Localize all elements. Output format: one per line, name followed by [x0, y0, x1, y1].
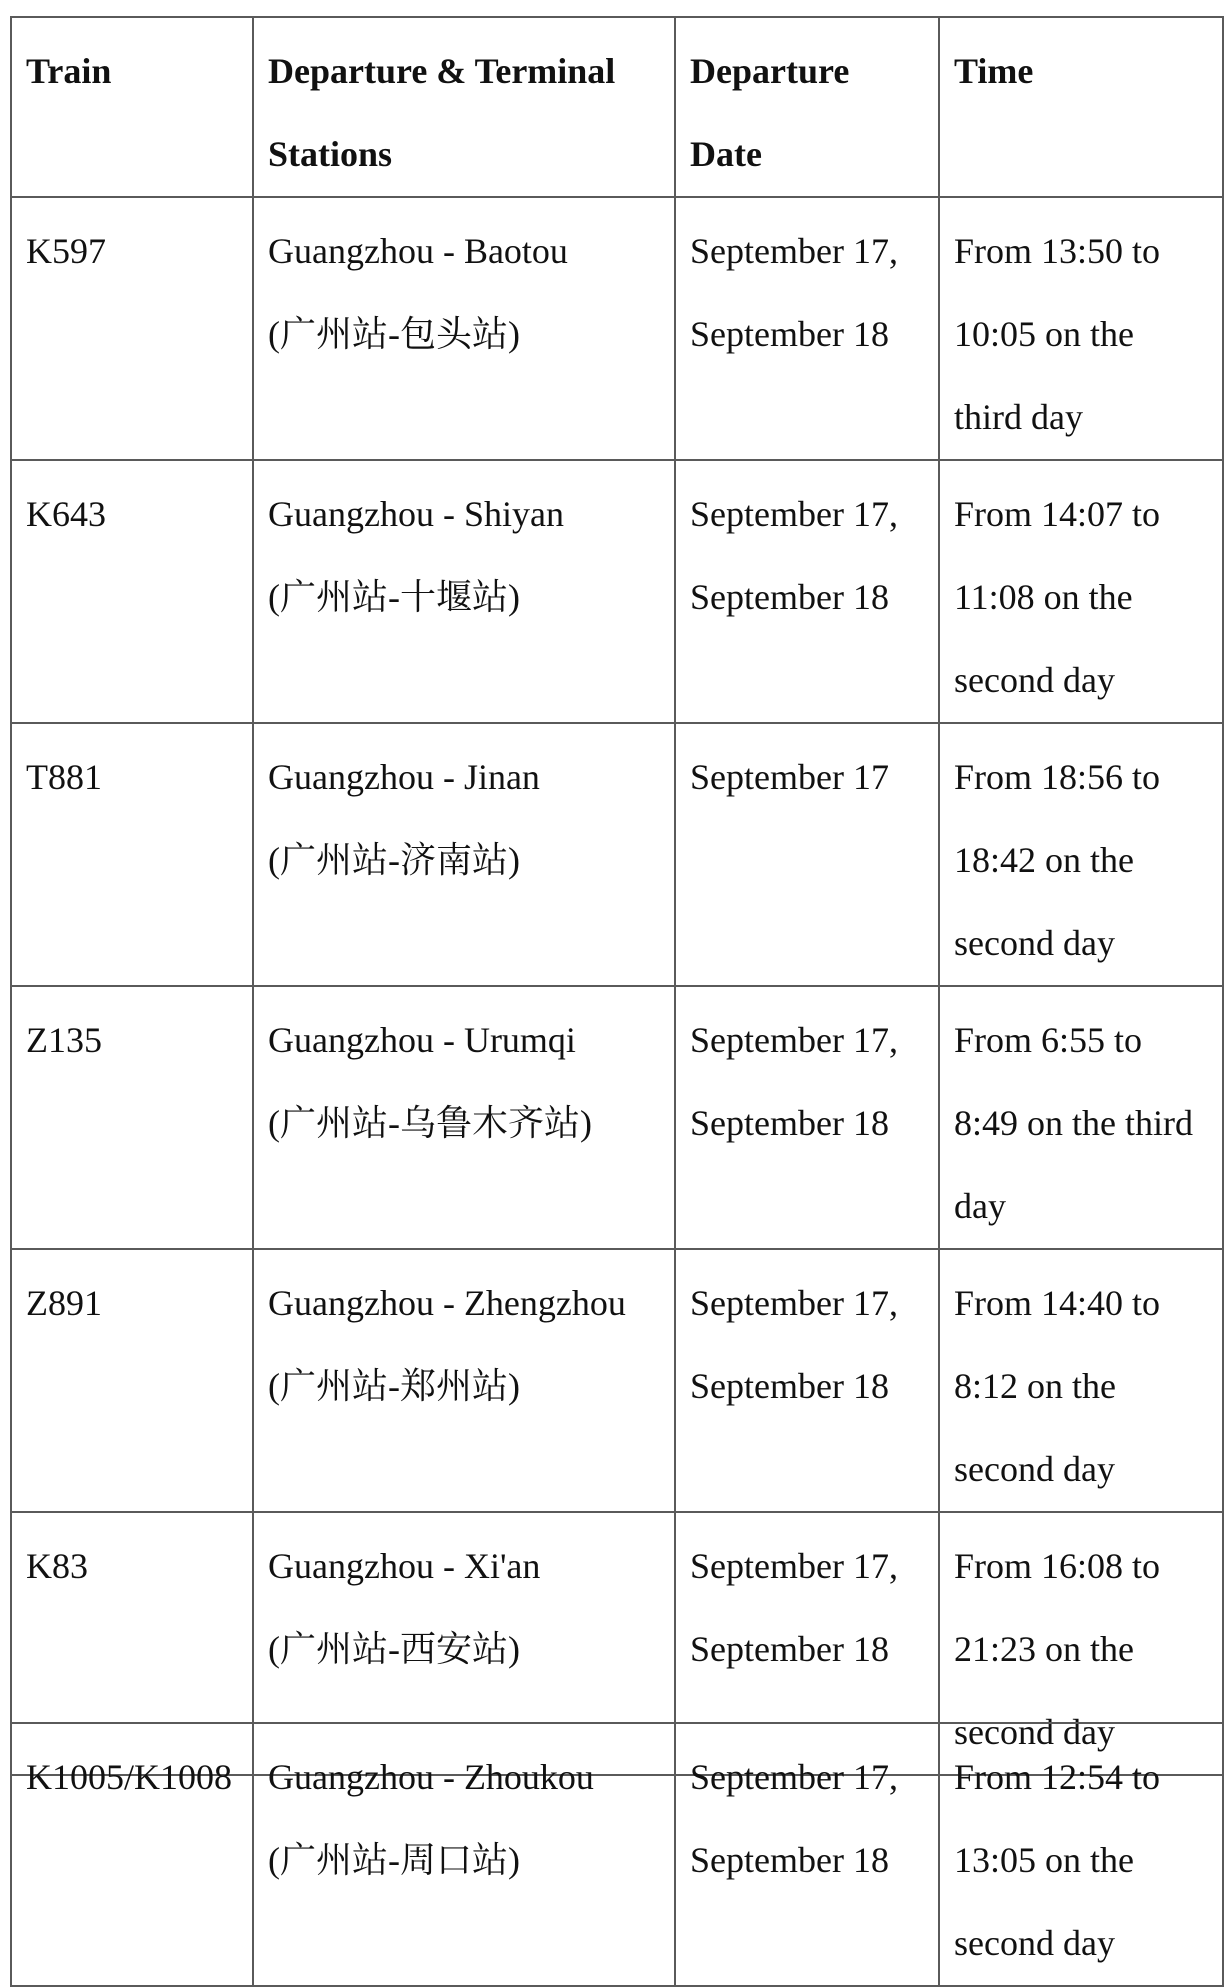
- cell-train: Z135: [11, 986, 253, 1249]
- cell-train: K1005/K1008: [11, 1723, 253, 1986]
- route-chinese: (广州站-济南站): [268, 840, 520, 880]
- cell-date: [675, 460, 939, 723]
- date-line-1: September 17,: [690, 494, 898, 534]
- route-chinese: (广州站-乌鲁木齐站): [268, 1103, 592, 1143]
- route-chinese: (广州站-郑州站): [268, 1366, 520, 1406]
- cell-time: From 13:50 to 10:05 on the third day: [939, 197, 1223, 460]
- route-english: Guangzhou - Zhoukou: [268, 1757, 594, 1797]
- date-line-2: September 18: [690, 1629, 889, 1669]
- route-english: Guangzhou - Urumqi: [268, 1020, 576, 1060]
- table-header-row: [11, 17, 1223, 197]
- header-stations-label-1: Departure & Terminal: [268, 51, 616, 91]
- header-date-label-2: Date: [690, 134, 762, 174]
- date-line-1: September 17,: [690, 1757, 898, 1797]
- header-time-label: Time: [954, 51, 1034, 91]
- route-english: Guangzhou - Baotou: [268, 231, 568, 271]
- cell-stations: [253, 986, 675, 1249]
- date-line-2: September 18: [690, 577, 889, 617]
- cell-stations: [253, 1249, 675, 1512]
- cell-time: From 14:07 to 11:08 on the second day: [939, 460, 1223, 723]
- table-row: [11, 1249, 1223, 1512]
- header-stations-label-2: Stations: [268, 134, 393, 174]
- cell-stations: [253, 1723, 675, 1986]
- route-chinese: (广州站-包头站): [268, 314, 520, 354]
- cell-stations: [253, 460, 675, 723]
- date-line-1: September 17,: [690, 1020, 898, 1060]
- cell-time: From 14:40 to 8:12 on the second day: [939, 1249, 1223, 1512]
- cell-train: Z891: [11, 1249, 253, 1512]
- train-schedule-table: [10, 16, 1224, 1776]
- table-row: [11, 197, 1223, 460]
- route-chinese: (广州站-十堰站): [268, 577, 520, 617]
- cell-stations: [253, 723, 675, 986]
- date-line-1: September 17,: [690, 1546, 898, 1586]
- date-line-1: September 17,: [690, 1283, 898, 1323]
- header-stations: [253, 17, 675, 197]
- cell-train: K643: [11, 460, 253, 723]
- train-schedule-table-continued: [10, 1722, 1224, 1987]
- cell-train: K83: [11, 1512, 253, 1775]
- date-line-2: September 18: [690, 1103, 889, 1143]
- cell-date: [675, 197, 939, 460]
- cell-date: [675, 1249, 939, 1512]
- date-line-2: September 18: [690, 1840, 889, 1880]
- route-english: Guangzhou - Shiyan: [268, 494, 564, 534]
- route-english: Guangzhou - Jinan: [268, 757, 540, 797]
- route-english: Guangzhou - Xi'an: [268, 1546, 541, 1586]
- date-line-2: September 18: [690, 314, 889, 354]
- cell-date: [675, 986, 939, 1249]
- date-line-1: September 17,: [690, 231, 898, 271]
- header-date-label-1: Departure: [690, 51, 850, 91]
- cell-date: [675, 1723, 939, 1986]
- cell-date: [675, 723, 939, 986]
- table-row: [11, 1723, 1223, 1986]
- cell-train: T881: [11, 723, 253, 986]
- header-time: [939, 17, 1223, 197]
- cell-time: From 6:55 to 8:49 on the third day: [939, 986, 1223, 1249]
- header-train-label: Train: [26, 51, 112, 91]
- cell-time: From 18:56 to 18:42 on the second day: [939, 723, 1223, 986]
- table-row: [11, 723, 1223, 986]
- cell-time: From 12:54 to 13:05 on the second day: [939, 1723, 1223, 1986]
- table-row: [11, 460, 1223, 723]
- header-train: [11, 17, 253, 197]
- date-line-1: September 17: [690, 757, 889, 797]
- route-english: Guangzhou - Zhengzhou: [268, 1283, 626, 1323]
- cell-time: From 16:08 to 21:23 on the second day: [939, 1512, 1223, 1775]
- route-chinese: (广州站-西安站): [268, 1629, 520, 1669]
- table-row: [11, 986, 1223, 1249]
- cell-train: K597: [11, 197, 253, 460]
- cell-stations: [253, 197, 675, 460]
- date-line-2: September 18: [690, 1366, 889, 1406]
- route-chinese: (广州站-周口站): [268, 1840, 520, 1880]
- header-date: [675, 17, 939, 197]
